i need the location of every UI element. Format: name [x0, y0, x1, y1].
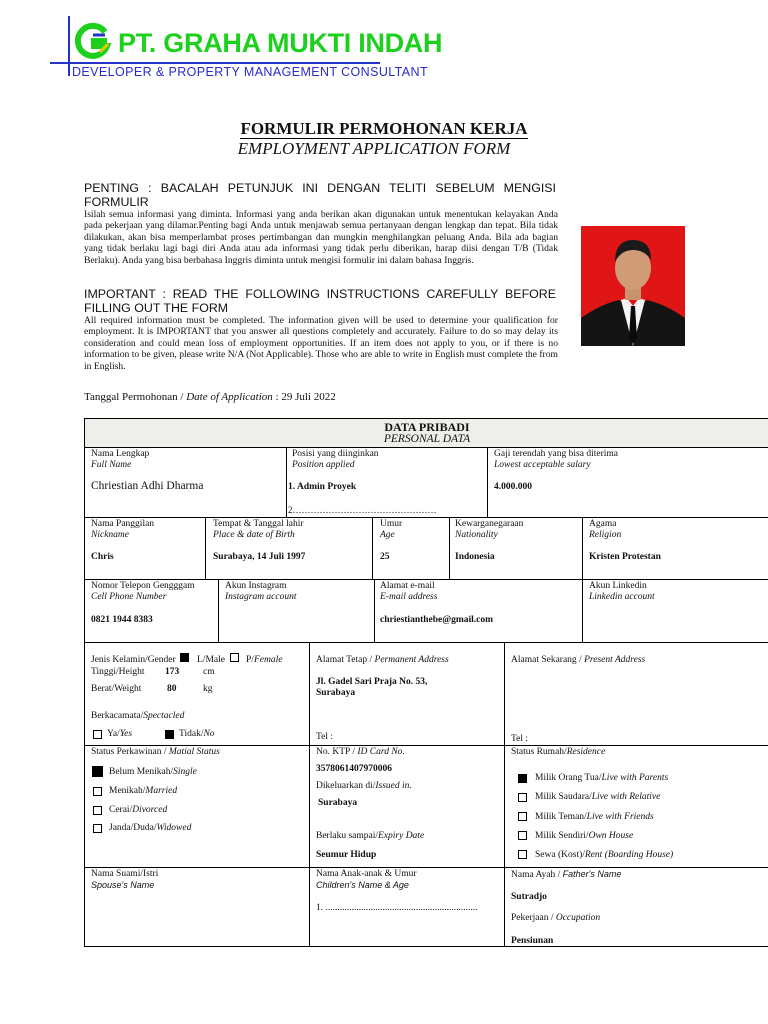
issued-value[interactable]: Surabaya	[318, 798, 358, 808]
gender-female-checkbox[interactable]	[230, 653, 239, 662]
applicant-photo	[581, 226, 685, 346]
penting-heading: PENTING : BACALAH PETUNJUK INI DENGAN TELITI SEBELUM MENGISI FORMULIR	[84, 181, 556, 209]
full-name-value[interactable]: Chriestian Adhi Dharma	[91, 480, 204, 492]
expiry-label: Berlaku sampai/Expiry Date	[316, 831, 425, 841]
weight-unit: kg	[203, 684, 213, 694]
instagram-label: Akun Instagram Instagram account	[225, 581, 297, 602]
height-label: Tinggi/Height	[91, 667, 145, 677]
religion-value[interactable]: Kristen Protestan	[589, 552, 661, 562]
salary-value[interactable]: 4.000.000	[494, 482, 532, 492]
form-title: FORMULIR PERMOHONAN KERJA	[240, 119, 528, 138]
present-address-label: Alamat Sekarang / Present Address	[511, 655, 646, 665]
gender-male-checkbox[interactable]	[180, 653, 189, 662]
marital-married-label: Menikah/Married	[109, 786, 178, 796]
father-value[interactable]: Sutradjo	[511, 892, 547, 902]
marital-divorced-checkbox[interactable]	[93, 806, 102, 815]
glasses-yes-label: Ya/Yes	[107, 729, 133, 739]
personal-data-header: DATA PRIBADI PERSONAL DATA	[85, 419, 768, 448]
nickname-label: Nama Panggilan Nickname	[91, 519, 155, 540]
marital-single-label: Belum Menikah/Single	[109, 767, 197, 777]
position-label: Posisi yang diinginkan Position applied	[292, 449, 379, 470]
spouse-label: Nama Suami/Istri Spouse's Name	[91, 869, 159, 890]
company-name: PT. GRAHA MUKTI INDAH	[118, 28, 443, 58]
glasses-yes-checkbox[interactable]	[93, 730, 102, 739]
personal-data-table	[84, 418, 768, 947]
important-body: All required information must be completed. The information given will be used to determine your qualification for employment. It is IMPORTANT that you answer all questions completely and accurately. Failure to do so may delay its consideration and could mean loss of employment opportunities. If an item does not apply to you, or if there is no information to be given, please write N/A (Not Applicable). Those who are able to write in English must complete the from in English.	[84, 315, 558, 372]
linkedin-label: Akun Linkedin Linkedin account	[589, 581, 655, 602]
logo-horizontal-rule	[50, 62, 380, 64]
children-label: Nama Anak-anak & Umur Children's Name & Age	[316, 869, 417, 890]
logo-vertical-rule	[68, 16, 70, 76]
position-value-2[interactable]: 2…………………………………………	[288, 505, 437, 515]
form-subtitle: EMPLOYMENT APPLICATION FORM	[237, 139, 511, 158]
ktp-value[interactable]: 3578061407970006	[316, 764, 392, 774]
residence-rent-label: Sewa (Kost)/Rent (Boarding House)	[535, 850, 674, 860]
residence-own-checkbox[interactable]	[518, 831, 527, 840]
religion-label: Agama Religion	[589, 519, 622, 540]
full-name-label: Nama Lengkap Full Name	[91, 449, 150, 470]
residence-relative-label: Milik Saudara/Live with Relative	[535, 792, 661, 802]
weight-label: Berat/Weight	[91, 684, 142, 694]
weight-value[interactable]: 80	[167, 684, 177, 694]
permanent-address-label: Alamat Tetap / Permanent Address	[316, 655, 449, 665]
gender-male-label: L/Male	[197, 655, 225, 665]
phone-value[interactable]: 0821 1944 8383	[91, 615, 153, 625]
residence-friends-label: Milik Teman/Live with Friends	[535, 812, 654, 822]
salary-label: Gaji terendah yang bisa diterima Lowest acceptable salary	[494, 449, 618, 470]
residence-friends-checkbox[interactable]	[518, 812, 527, 821]
marital-status-label: Status Perkawinan / Matial Status	[91, 747, 220, 757]
graha-mukti-logo-icon	[74, 22, 112, 60]
important-heading: IMPORTANT : READ THE FOLLOWING INSTRUCTIONS CAREFULLY BEFORE FILLING OUT THE FORM	[84, 287, 556, 315]
glasses-no-label: Tidak/No	[179, 729, 215, 739]
penting-body: Isilah semua informasi yang diminta. Informasi yang anda berikan akan digunakan untuk menentukan kelayakan Anda pada pekerjaan yang dilamar.Penting bagi Anda untuk menjawab semua pertanyaan dengan lengkap dan tepat. Bila tidak dilakukan, akan bisa memperlambat proses pertimbangan dan mungkin menghilangkan peluang Anda. Bila ada bagian yang tidak berlaku lagi bagi diri Anda atau ada informasi yang tidak perlu diberikan, harap diisi dengan T/B (Tidak Berlaku). Anda yang bisa berbahasa Inggris diminta untuk mengisi formulir ini dalam bahasa Inggris.	[84, 209, 558, 266]
marital-widowed-checkbox[interactable]	[93, 824, 102, 833]
residence-parents-label: Milik Orang Tua/Live with Parents	[535, 773, 669, 783]
gender-female-label: P/Female	[246, 655, 283, 665]
email-value[interactable]: chriestianthebe@gmail.com	[380, 615, 494, 625]
permanent-tel-label: Tel :	[316, 732, 334, 742]
marital-married-checkbox[interactable]	[93, 787, 102, 796]
present-tel-label: Tel :	[511, 734, 529, 744]
children-line[interactable]: 1. ................................................................	[316, 903, 478, 913]
permanent-address-value-2[interactable]: Surabaya	[316, 688, 356, 698]
glasses-no-checkbox[interactable]	[165, 730, 174, 739]
residence-label: Status Rumah/Residence	[511, 747, 606, 757]
residence-parents-checkbox[interactable]	[518, 774, 527, 783]
father-label: Nama Ayah / Father's Name	[511, 869, 622, 880]
marital-single-checkbox[interactable]	[92, 766, 103, 777]
glasses-label: Berkacamata/Spectacled	[91, 711, 185, 721]
age-value[interactable]: 25	[380, 552, 390, 562]
height-value[interactable]: 173	[165, 667, 180, 677]
age-label: Umur Age	[380, 519, 403, 540]
application-date: Tanggal Permohonan / Date of Application : 29 Juli 2022	[84, 391, 336, 403]
nationality-value[interactable]: Indonesia	[455, 552, 495, 562]
gender-label: Jenis Kelamin/Gender	[91, 655, 176, 665]
position-value-1[interactable]: 1. Admin Proyek	[288, 482, 357, 492]
residence-relative-checkbox[interactable]	[518, 793, 527, 802]
height-unit: cm	[203, 667, 215, 677]
residence-rent-checkbox[interactable]	[518, 850, 527, 859]
occupation-label: Pekerjaan / Occupation	[511, 913, 601, 923]
birth-value[interactable]: Surabaya, 14 Juli 1997	[213, 552, 306, 562]
expiry-value[interactable]: Seumur Hidup	[316, 850, 377, 860]
issued-label: Dikeluarkan di/Issued in.	[316, 781, 412, 791]
permanent-address-value-1[interactable]: Jl. Gadel Sari Praja No. 53,	[316, 677, 428, 687]
company-tagline: DEVELOPER & PROPERTY MANAGEMENT CONSULTANT	[72, 65, 428, 76]
nickname-value[interactable]: Chris	[91, 552, 114, 562]
birth-label: Tempat & Tanggal lahir Place & date of Birth	[213, 519, 304, 540]
marital-divorced-label: Cerai/Divorced	[109, 805, 168, 815]
ktp-label: No. KTP / ID Card No.	[316, 747, 405, 757]
email-label: Alamat e-mail E-mail address	[380, 581, 438, 602]
phone-label: Nomor Telepon Gengggam Cell Phone Number	[91, 581, 195, 602]
nationality-label: Kewarganegaraan Nationality	[455, 519, 524, 540]
residence-own-label: Milik Sendiri/Own House	[535, 831, 634, 841]
marital-widowed-label: Janda/Duda/Widowed	[109, 823, 192, 833]
occupation-value[interactable]: Pensiunan	[511, 936, 554, 946]
